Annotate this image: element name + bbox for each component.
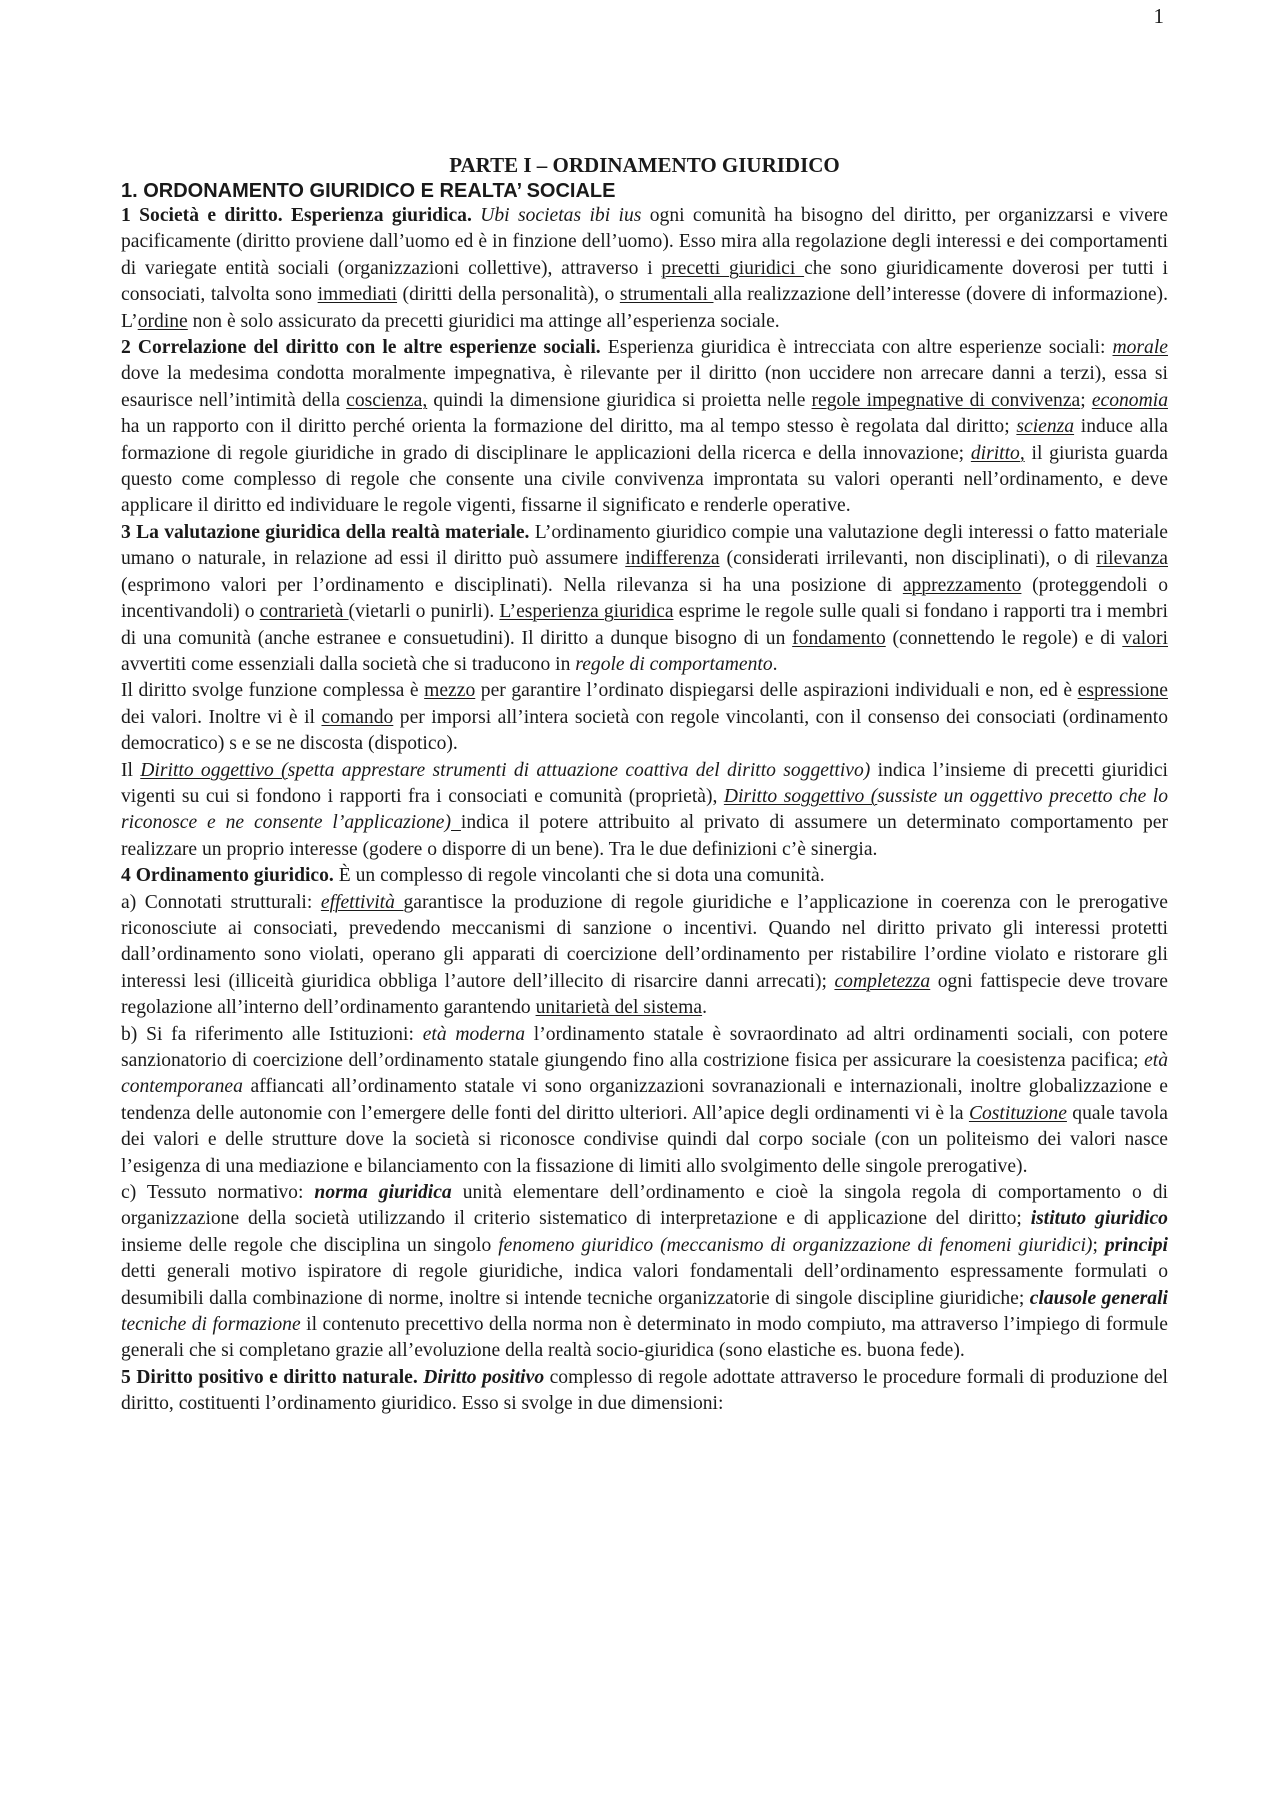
paragraph-diritto-positivo: 5 Diritto positivo e diritto naturale. Diritto positivo complesso di regole adottate attraverso le procedure formali di produzione del diritto, costituenti l’ordinamento giuridico. Esso si svolge in due dimensioni: [121, 1366, 1168, 1415]
section-heading: 5 Diritto positivo e diritto naturale. [121, 1366, 418, 1388]
chapter-heading: 1. ORDONAMENTO GIURIDICO E REALTA’ SOCIALE [121, 180, 616, 202]
page-number: 1 [1153, 4, 1164, 28]
paragraph-funzione-diritto: Il diritto svolge funzione complessa è mezzo per garantire l’ordinato dispiegarsi delle aspirazioni individuali e non, ed è espressione dei valori. Inoltre vi è il comando per imporsi all’intera società con regole vincolanti, con il consenso dei consociati (ordinamento democratico) s e se ne discosta (dispotico). [121, 680, 1169, 755]
paragraph-connotati: a) Connotati strutturali: effettività garantisce la produzione di regole giuridiche e l’applicazione in coerenza con le prerogative riconosciute ai consociati, prevedendo meccanismi di sanzione o incentivi. Quando nel diritto privato gli interessi protetti dall’ordinamento sono violati, operano gli apparati di coercizione dell’ordinamento per ristabilire l’ordine violato e ristorare gli interessi lesi (illiceità giuridica obbliga l’autore dell’illecito di risarcire danni arrecati); completezza ogni fattispecie deve trovare regolazione all’interno dell’ordinamento garantendo unitarietà del sistema. [121, 891, 1168, 1019]
paragraph-istituzioni: b) Si fa riferimento alle Istituzioni: età moderna l’ordinamento statale è sovraordinato ad altri ordinamenti sociali, con potere sanzionatorio di coercizione dell’ordinamento statale giungendo fino alla costrizione fisica per assicurare la coesistenza pacifica; età contemporanea affiancati all’ordinamento statale vi sono organizzazioni sovranazionali e internazionali, inoltre globalizzazione e tendenza delle autonomie con l’emergere delle fonti del diritto ulteriori. All’apice degli ordinamenti vi è la Costituzione quale tavola dei valori e delle strutture dove la società si riconosce condivise quindi dal corpo sociale (con un politeismo dei valori nasce l’esigenza di una mediazione e bilanciamento con la fissazione di limiti allo svolgimento delle singole prerogative). [121, 1023, 1168, 1177]
document-body [121, 151, 1168, 1418]
paragraph-tessuto-normativo: c) Tessuto normativo: norma giuridica unità elementare dell’ordinamento e cioè la singola regola di comportamento o di organizzazione della società utilizzando il criterio sistematico di interpretazione e di applicazione del diritto; istituto giuridico insieme delle regole che disciplina un singolo fenomeno giuridico (meccanismo di organizzazione di fenomeni giuridici); principi detti generali motivo ispiratore di regole giuridiche, indica valori fondamentali dell’ordinamento espressamente formulati o desumibili dalla combinazione di norme, inoltre si intende tecniche organizzatorie di singole discipline giuridiche; clausole generali tecniche di formazione il contenuto precettivo della norma non è determinato in modo compiuto, ma attraverso l’impiego di formule generali che si completano grazie all’evoluzione della realtà socio-giuridica (sono elastiche es. buona fede). [121, 1182, 1169, 1362]
section-heading: 1 Società e diritto. Esperienza giuridica. [121, 205, 472, 226]
section-heading: 4 Ordinamento giuridico. [121, 865, 334, 887]
section-heading: 3 La valutazione giuridica della realtà materiale. [121, 521, 530, 543]
paragraph-correlazione: 2 Correlazione del diritto con le altre esperienze sociali. Esperienza giuridica è intrecciata con altre esperienze sociali: morale dove la medesima condotta moralmente impegnativa, è rilevante per il diritto (non uccidere non arrecare danni a terzi), essa si esaurisce nell’intimità della coscienza, quindi la dimensione giuridica si proietta nelle regole impegnative di convivenza; economia ha un rapporto con il diritto perché orienta la formazione del diritto, ma al tempo stesso è regolata dal diritto; scienza induce alla formazione di regole giuridiche in grado di disciplinare le applicazioni della ricerca e della innovazione; diritto, il giurista guarda questo come complesso di regole che consente una civile convivenza improntata su valori operanti nell’ordinamento, e deve applicare il diritto ed individuare le regole vigenti, fissarne il significato e renderle operative. [121, 337, 1168, 517]
paragraph-ordinamento: 4 Ordinamento giuridico. È un complesso di regole vincolanti che si dota una comunità. [121, 865, 825, 887]
paragraph-valutazione: 3 La valutazione giuridica della realtà materiale. L’ordinamento giuridico compie una valutazione degli interessi o fatto materiale umano o naturale, in relazione ad essi il diritto può assumere indifferenza (considerati irrilevanti, non disciplinati), o di rilevanza (esprimono valori per l’ordinamento e disciplinati). Nella rilevanza si ha una posizione di apprezzamento (proteggendoli o incentivandoli) o contrarietà (vietarli o punirli). L’esperienza giuridica esprime le regole sulle quali si fondano i rapporti tra i membri di una comunità (anche estranee e consuetudini). Il diritto a dunque bisogno di un fondamento (connettendo le regole) e di valori avvertiti come essenziali dalla società che si traducono in regole di comportamento. [121, 521, 1169, 675]
section-heading: 2 Correlazione del diritto con le altre esperienze sociali. [121, 337, 601, 359]
paragraph-societa-diritto: 1 Società e diritto. Esperienza giuridica. Ubi societas ibi ius ogni comunità ha bisogno del diritto, per organizzarsi e vivere pacificamente (diritto proviene dall’uomo ed è in finzione dell’uomo). Esso mira alla regolazione degli interessi e dei comportamenti di variegate entità sociali (organizzazioni collettive), attraverso i precetti giuridici che sono giuridicamente doverosi per tutti i consociati, talvolta sono immediati (diritti della personalità), o strumentali alla realizzazione dell’interesse (dovere di informazione). L’ordine non è solo assicurato da precetti giuridici ma attinge all’esperienza sociale. [121, 205, 1168, 332]
paragraph-diritto-oggettivo: Il Diritto oggettivo (spetta apprestare strumenti di attuazione coattiva del diritto soggettivo) indica l’insieme di precetti giuridici vigenti su cui si fondono i rapporti fra i consociati e comunità (proprietà), Diritto soggettivo (sussiste un oggettivo precetto che lo riconosce e ne consente l’applicazione) indica il potere attribuito al privato di assumere un determinato comportamento per realizzare un proprio interesse (godere o disporre di un bene). Tra le due definizioni c’è sinergia. [121, 759, 1168, 860]
part-title: PARTE I – ORDINAMENTO GIURIDICO [449, 153, 840, 177]
